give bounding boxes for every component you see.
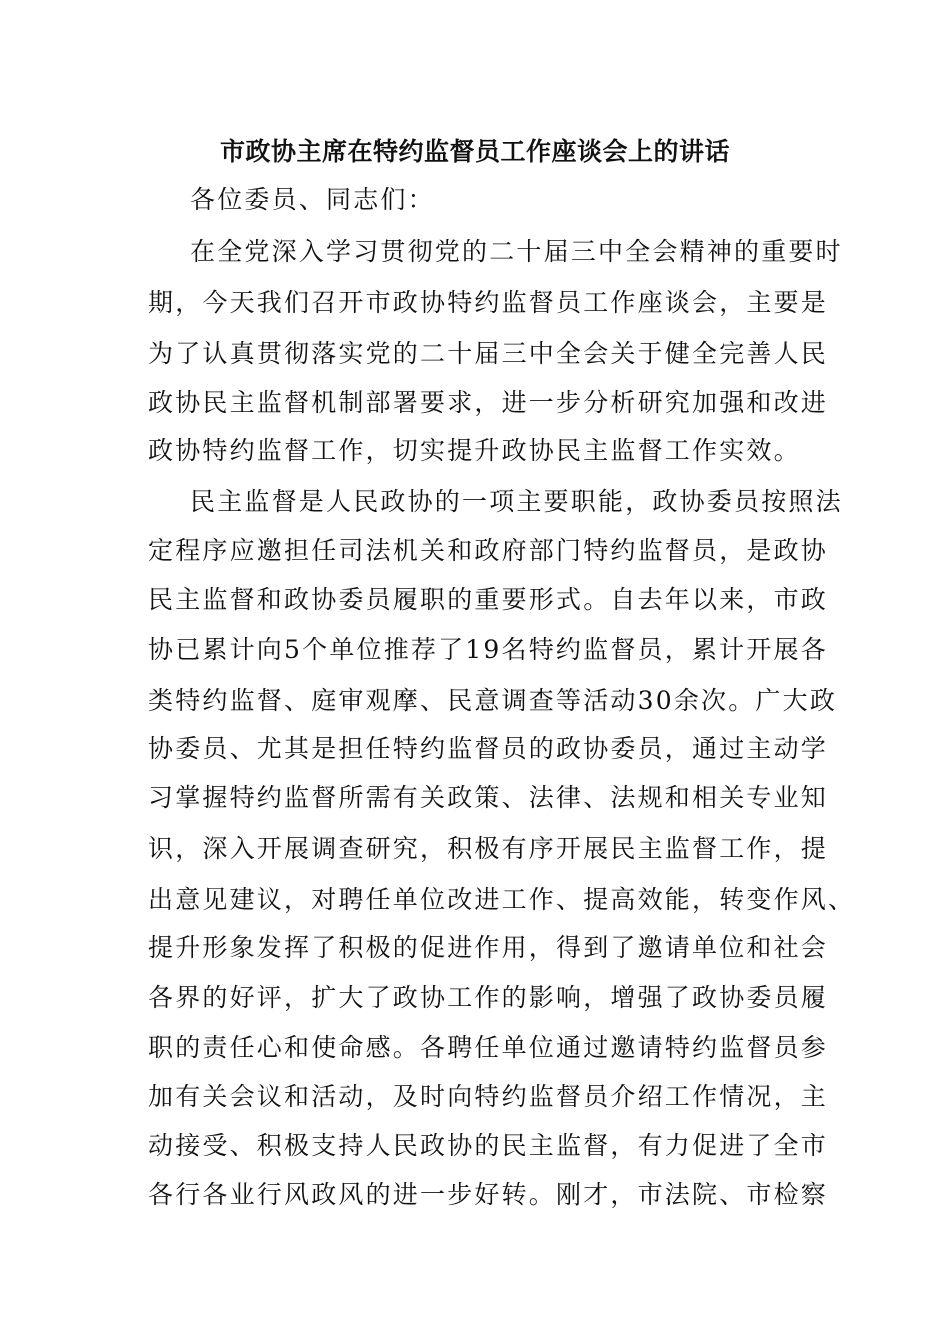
body-text-line: 识，深入开展调查研究，积极有序开展民主监督工作，提	[148, 834, 829, 863]
body-text-line: 在全党深入学习贯彻党的二十届三中全会精神的重要时	[190, 237, 843, 266]
body-text-line: 动接受、积极支持人民政协的民主监督，有力促进了全市	[148, 1131, 829, 1160]
body-text-line: 定程序应邀担任司法机关和政府部门特约监督员，是政协	[148, 536, 829, 565]
body-text-line: 各行各业行风政风的进一步好转。刚才，市法院、市检察	[148, 1180, 829, 1209]
body-text-line: 类特约监督、庭审观摩、民意调查等活动30余次。广大政	[148, 686, 838, 715]
document-title: 市政协主席在特约监督员工作座谈会上的讲话	[219, 137, 730, 166]
body-text-line: 各界的好评，扩大了政协工作的影响，增强了政协委员履	[148, 983, 829, 1012]
body-text-line: 职的责任心和使命感。各聘任单位通过邀请特约监督员参	[148, 1033, 829, 1062]
body-text-line: 出意见建议，对聘任单位改进工作、提高效能，转变作风、	[148, 885, 856, 914]
body-text-line: 习掌握特约监督所需有关政策、法律、法规和相关专业知	[148, 783, 829, 812]
salutation-line: 各位委员、同志们：	[190, 185, 435, 214]
body-text-line: 民主监督是人民政协的一项主要职能，政协委员按照法	[190, 487, 843, 516]
body-text-line: 为了认真贯彻落实党的二十届三中全会关于健全完善人民	[148, 339, 829, 368]
body-text-line: 加有关会议和活动，及时向特约监督员介绍工作情况，主	[148, 1082, 829, 1111]
body-text-line: 协委员、尤其是担任特约监督员的政协委员，通过主动学	[148, 734, 829, 763]
body-text-line: 民主监督和政协委员履职的重要形式。自去年以来，市政	[148, 585, 829, 614]
body-text-line: 政协民主监督机制部署要求，进一步分析研究加强和改进	[148, 388, 829, 417]
body-text-line: 期，今天我们召开市政协特约监督员工作座谈会，主要是	[148, 288, 829, 317]
body-text-line: 提升形象发挥了积极的促进作用，得到了邀请单位和社会	[148, 933, 829, 962]
body-text-line: 政协特约监督工作，切实提升政协民主监督工作实效。	[148, 436, 801, 465]
body-text-line: 协已累计向5个单位推荐了19名特约监督员，累计开展各	[148, 635, 828, 664]
